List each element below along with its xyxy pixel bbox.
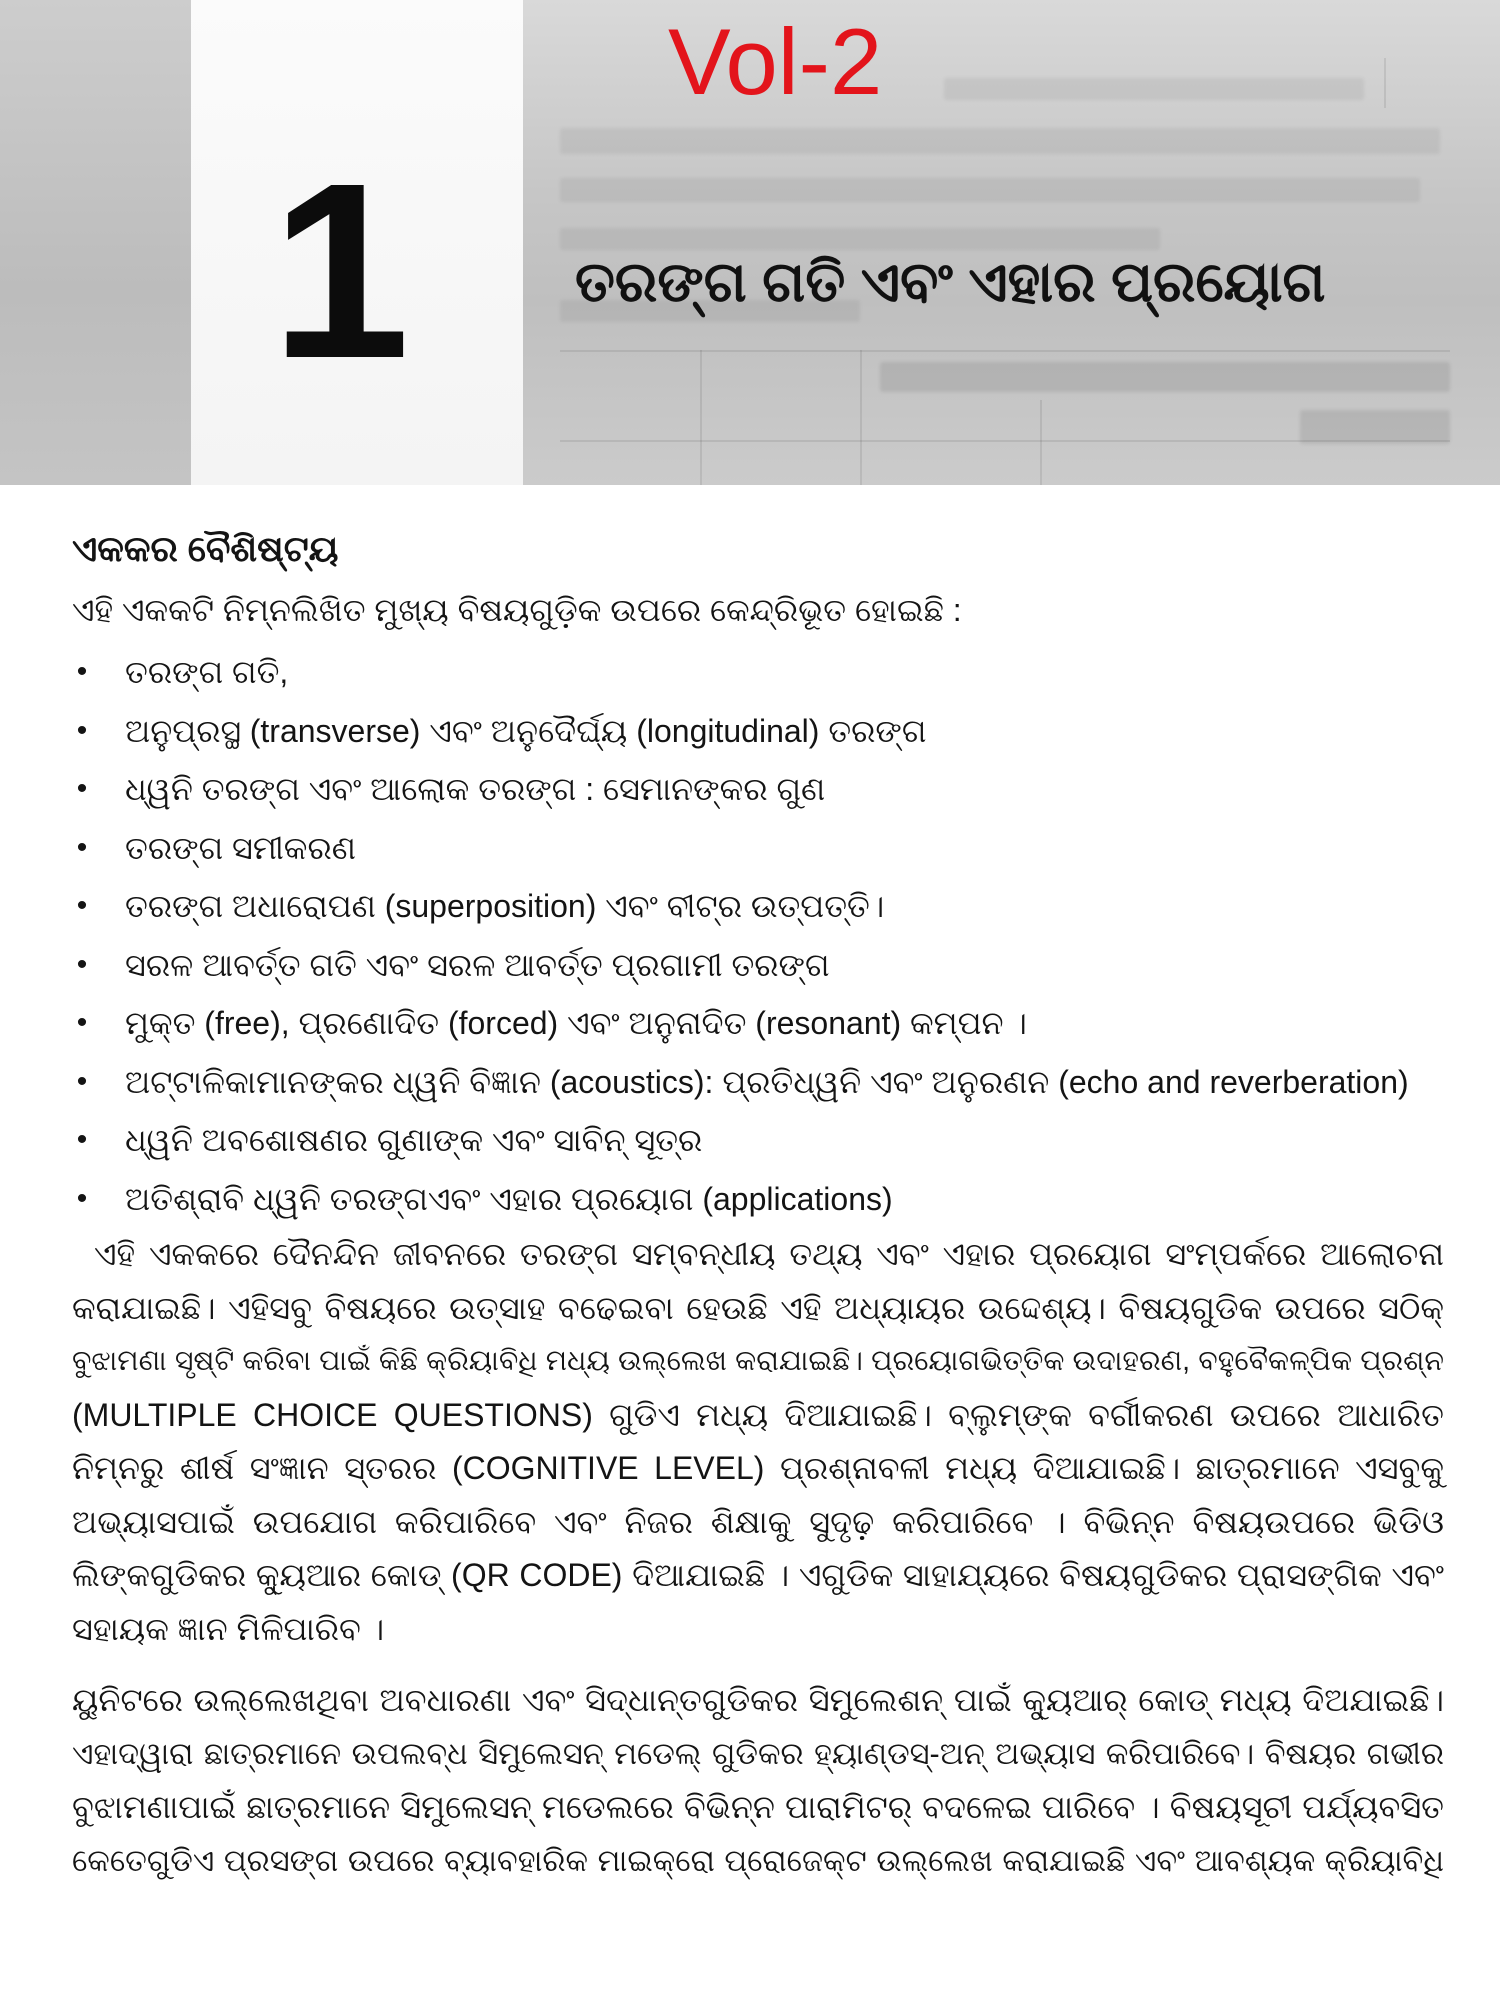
topic-text: ଧ୍ୱନି ଅବଶୋଷଣର ଗୁଣାଙ୍କ ଏବଂ ସାବିନ୍ ସୂତ୍ର <box>125 1122 703 1158</box>
topic-text: ଅନୁପ୍ରସ୍ଥ (transverse) ଏବଂ ଅନୁଦୈର୍ଘ୍ୟ (longitudinal) ତରଙ୍ଗ <box>125 712 927 749</box>
faded-print-through <box>560 178 1420 202</box>
bullet-icon <box>72 994 92 1053</box>
topic-text: ତରଙ୍ଗ ଅଧାରୋପଣ (superposition) ଏବଂ ବୀଟ୍‌ର ଉତ୍ପତ୍ତି। <box>125 888 885 924</box>
chapter-header <box>0 0 1500 485</box>
topic-text: ତରଙ୍ଗ ସମୀକରଣ <box>125 829 356 866</box>
page-content <box>72 525 1444 1888</box>
topic-item <box>72 643 1444 702</box>
topic-item <box>72 936 1444 995</box>
chapter-title: ତରଙ୍ଗ ଗତି ଏବଂ ଏହାର ପ୍ରୟୋଗ <box>575 250 1326 313</box>
bullet-icon <box>72 936 92 995</box>
topic-text: ଅତିଶ୍ରାବି ଧ୍ୱନି ତରଙ୍ଗଏବଂ ଏହାର ପ୍ରୟୋଗ (applications) <box>125 1180 893 1217</box>
paragraph-line: ୟୁନିଟରେ ଉଲ୍ଲେଖଥିବା ଅବଧାରଣା ଏବଂ ସିଦ୍ଧାନ୍ତଗୁଡିକର ସିମୁଲେଶନ୍ ପାଇଁ କ୍ୟୁଆର୍ କୋଡ୍ ମଧ୍ୟ ଦିଅଯାଇଛି। <box>72 1682 1444 1718</box>
topic-text: ଅଟ୍ଟାଳିକାମାନଙ୍କର ଧ୍ୱନି ବିଜ୍ଞାନ (acoustics): ପ୍ରତିଧ୍ୱନି ଏବଂ ଅନୁରଣନ (echo and reverberation) <box>125 1063 1409 1100</box>
paragraph-line: (MULTIPLE CHOICE QUESTIONS) ଗୁଡିଏ ମଧ୍ୟ ଦିଆଯାଇଛି। ବ୍ଲୁମ୍‌ଙ୍କ ବର୍ଗୀକରଣ ଉପରେ ଆଧାରିତ <box>72 1396 1444 1433</box>
number-panel <box>191 0 523 485</box>
faded-print-through <box>560 128 1440 154</box>
paragraph <box>72 1674 1444 1888</box>
bullet-icon <box>72 819 92 878</box>
header-left-strip <box>0 0 191 485</box>
paragraph-line: ସହାୟକ ଜ୍ଞାନ ମିଳିପାରିବ । <box>72 1610 385 1647</box>
topic-item <box>72 1111 1444 1170</box>
paragraph-line: କେତେଗୁଡିଏ ପ୍ରସଙ୍ଗ ଉପରେ ବ୍ୟାବହାରିକ ମାଇକ୍ରୋ ପ୍ରୋଜେକ୍ଟ ଉଲ୍ଲେଖ କରାଯାଇଛି ଏବଂ ଆବଶ୍ୟକ କ୍ରିୟାବିଧି <box>72 1843 1444 1878</box>
topic-item <box>72 1053 1444 1112</box>
topic-item <box>72 702 1444 761</box>
faded-print-through <box>860 350 862 485</box>
faded-print-through <box>700 350 702 485</box>
topic-item <box>72 994 1444 1053</box>
chapter-number: 1 <box>271 131 411 410</box>
paragraph-line: ବୁଝାମଣାପାଇଁ ଛାତ୍ରମାନେ ସିମୁଲେସନ୍ ମଡେଲରେ ବିଭିନ୍ନ ପାରାମିଟର୍ ବଦଳେଇ ପାରିବେ । ବିଷୟସୂଚୀ ପର୍ଯ୍ୟବସିତ <box>72 1789 1444 1825</box>
topic-item <box>72 877 1444 936</box>
bullet-icon <box>72 760 92 819</box>
unit-features-heading: ଏକକର ବୈଶିଷ୍ଟ୍ୟ <box>72 528 339 569</box>
paragraph-line: କରାଯାଇଛି। ଏହିସବୁ ବିଷୟରେ ଉତ୍ସାହ ବଢେଇବା ହେଉଛି ଏହି ଅଧ୍ୟାୟର ଉଦ୍ଦେଶ୍ୟ। ବିଷୟଗୁଡିକ ଉପରେ ସଠିକ୍ <box>72 1289 1444 1326</box>
bullet-icon <box>72 1170 92 1229</box>
topic-list <box>72 643 1444 1228</box>
topic-item <box>72 1170 1444 1229</box>
bullet-icon <box>72 702 92 761</box>
paragraph-line: ବୁଝାମଣା ସୃଷ୍ଟି କରିବା ପାଇଁ କିଛି କ୍ରିୟାବିଧି ମଧ୍ୟ ଉଲ୍ଲେଖ କରାଯାଇଛି। ପ୍ରୟୋଗଭିତ୍ତିକ ଉଦାହରଣ, ବହୁବୈକଳ୍ପିକ ପ୍ରଶ୍ନ <box>72 1345 1444 1377</box>
bullet-icon <box>72 643 92 702</box>
faded-print-through <box>944 78 1364 100</box>
faded-print-through <box>560 440 1450 442</box>
bullet-icon <box>72 1053 92 1112</box>
topic-item <box>72 760 1444 819</box>
bullet-icon <box>72 1111 92 1170</box>
unit-features-intro: ଏହି ଏକକଟି ନିମ୍ନଲିଖିତ ମୁଖ୍ୟ ବିଷୟଗୁଡ଼ିକ ଉପରେ କେନ୍ଦ୍ରିଭୂତ ହୋଇଛି : <box>72 592 962 628</box>
volume-label: Vol-2 <box>668 9 883 114</box>
topic-item <box>72 819 1444 878</box>
faded-print-through <box>560 350 1450 352</box>
paragraph-line: ଏହାଦ୍ୱାରା ଛାତ୍ରମାନେ ଉପଲବ୍ଧ ସିମୁଲେସନ୍ ମଡେଲ୍ ଗୁଡିକର ହ୍ୟାଣ୍ଡସ୍-ଅନ୍ ଅଭ୍ୟାସ କରିପାରିବେ। ବିଷୟର ଗଭୀର <box>72 1736 1444 1771</box>
paragraph <box>72 1228 1444 1656</box>
topic-text: ସରଳ ଆବର୍ତ୍ତ ଗତି ଏବଂ ସରଳ ଆବର୍ତ୍ତ ପ୍ରଗାମୀ ତରଙ୍ଗ <box>125 946 830 983</box>
faded-print-through <box>1384 58 1386 108</box>
bullet-icon <box>72 877 92 936</box>
topic-text: ମୁକ୍ତ (free), ପ୍ରଣୋଦିତ (forced) ଏବଂ ଅନୁନାଦିତ (resonant) କମ୍ପନ । <box>125 1005 1027 1041</box>
paragraph-line: ଲିଙ୍କଗୁଡିକର କ୍ୟୁଆର କୋଡ୍ (QR CODE) ଦିଆଯାଇଛି । ଏଗୁଡିକ ସାହାଯ୍ୟରେ ବିଷୟଗୁଡିକର ପ୍ରାସଙ୍ଗିକ ଏବଂ <box>72 1557 1444 1593</box>
faded-print-through <box>1040 400 1042 485</box>
paragraph-line: ନିମ୍ନରୁ ଶୀର୍ଷ ସଂଜ୍ଞାନ ସ୍ତରର (COGNITIVE LEVEL) ପ୍ରଶ୍ନାବଳୀ ମଧ୍ୟ ଦିଆଯାଇଛି। ଛାତ୍ରମାନେ ଏସବୁକୁ <box>72 1450 1444 1486</box>
paragraph-line: ଏହି ଏକକରେ ଦୈନନ୍ଦିନ ଜୀବନରେ ତରଙ୍ଗ ସମ୍ବନ୍ଧୀୟ ତଥ୍ୟ ଏବଂ ଏହାର ପ୍ରୟୋଗ ସଂମ୍ପର୍କରେ ଆଲୋଚନା <box>94 1236 1444 1272</box>
topic-text: ତରଙ୍ଗ ଗତି, <box>125 654 289 690</box>
faded-print-through <box>1300 410 1450 444</box>
paragraph-line: ଅଭ୍ୟାସପାଇଁ ଉପଯୋଗ କରିପାରିବେ ଏବଂ ନିଜର ଶିକ୍ଷାକୁ ସୁଦୃଢ଼ କରିପାରିବେ । ବିଭିନ୍ନ ବିଷୟଉପରେ ଭିଡିଓ <box>72 1503 1444 1540</box>
topic-text: ଧ୍ୱନି ତରଙ୍ଗ ଏବଂ ଆଲୋକ ତରଙ୍ଗ : ସେମାନଙ୍କର ଗୁଣ <box>125 771 826 807</box>
faded-print-through <box>880 362 1450 392</box>
